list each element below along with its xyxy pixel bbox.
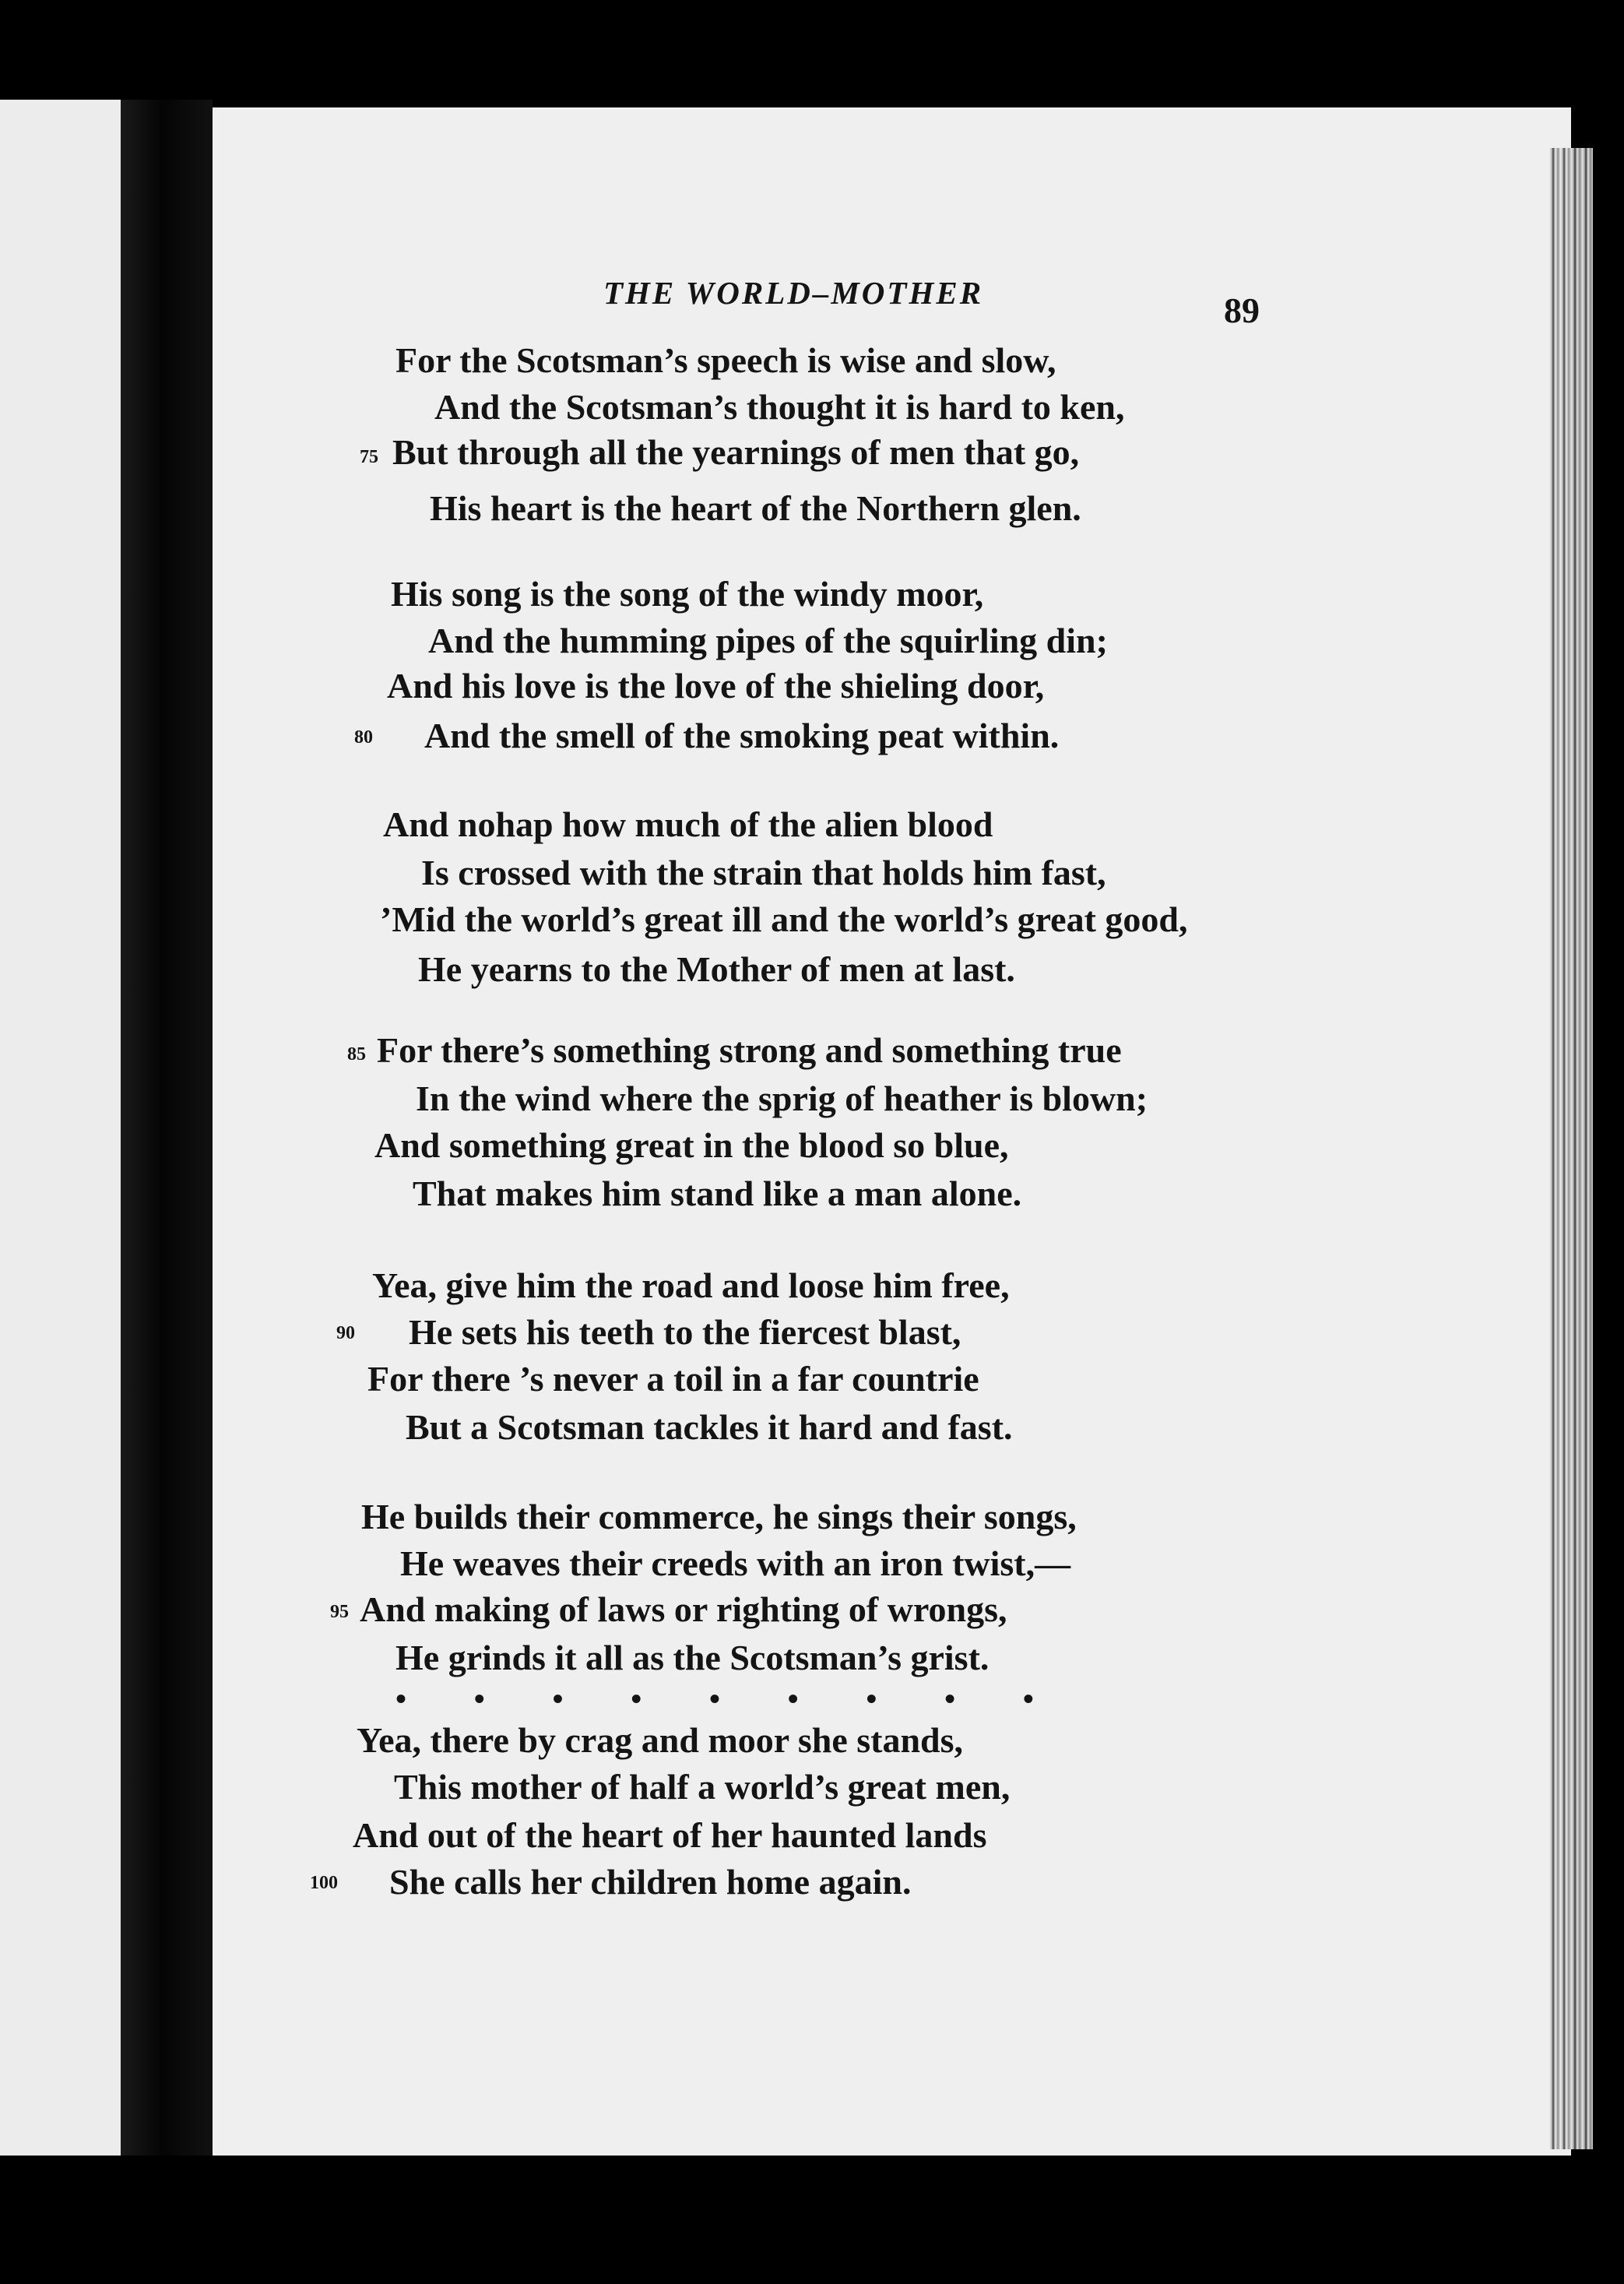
poem-line: And something great in the blood so blue, <box>374 1125 1009 1165</box>
poem-line: For the Scotsman’s speech is wise and slow, <box>395 340 1056 380</box>
poem-line: He yearns to the Mother of men at last. <box>418 949 1015 989</box>
line-number: 100 <box>310 1873 338 1893</box>
book-gutter <box>121 100 213 2156</box>
poem-line: His song is the song of the windy moor, <box>391 574 984 614</box>
poem-line: And the smell of the smoking peat within. <box>424 716 1060 755</box>
poem-line: His heart is the heart of the Northern glen. <box>430 488 1081 528</box>
line-number: 80 <box>354 727 373 748</box>
ellipsis-dot: • <box>1022 1681 1034 1716</box>
page-block-edge <box>1549 148 1596 2149</box>
line-number: 75 <box>360 447 378 467</box>
poem-line: And the Scotsman’s thought it is hard to ken, <box>434 387 1125 427</box>
poem-line: And the humming pipes of the squirling din; <box>428 621 1108 660</box>
scan-border <box>1593 132 1624 2173</box>
poem-line: ’Mid the world’s great ill and the world’s great good, <box>380 899 1188 939</box>
ellipsis-dot: • <box>395 1681 407 1716</box>
facing-page-edge <box>0 100 121 2156</box>
poem-line: That makes him stand like a man alone. <box>413 1174 1022 1213</box>
line-number: 95 <box>330 1602 349 1622</box>
poem-line: And his love is the love of the shieling door, <box>387 666 1045 706</box>
poem-line: And making of laws or righting of wrongs, <box>360 1589 1007 1629</box>
poem-line: Yea, there by crag and moor she stands, <box>357 1720 964 1760</box>
poem-line: But a Scotsman tackles it hard and fast. <box>406 1407 1013 1447</box>
poem-line: He builds their commerce, he sings their songs, <box>361 1497 1077 1536</box>
ellipsis-dot: • <box>944 1681 956 1716</box>
poem-line: But through all the yearnings of men that go, <box>392 432 1080 472</box>
page-number: 89 <box>1224 290 1260 330</box>
ellipsis-dot: • <box>552 1681 564 1716</box>
stanza-ellipsis <box>395 1681 1034 1716</box>
running-head: THE WORLD–MOTHER <box>603 275 984 311</box>
ellipsis-dot: • <box>631 1681 642 1716</box>
ellipsis-dot: • <box>787 1681 799 1716</box>
line-number: 90 <box>336 1323 355 1343</box>
poem-line: He weaves their creeds with an iron twist,— <box>400 1543 1071 1583</box>
ellipsis-dot: • <box>708 1681 720 1716</box>
poem-line: And nohap how much of the alien blood <box>383 804 993 844</box>
line-number: 85 <box>347 1044 366 1065</box>
poem-line: For there’s something strong and something true <box>377 1030 1122 1070</box>
ellipsis-dot: • <box>473 1681 485 1716</box>
poem-line: He sets his teeth to the fiercest blast, <box>409 1312 961 1352</box>
poem-line: In the wind where the sprig of heather is blown; <box>416 1079 1148 1118</box>
poem-line: For there ’s never a toil in a far countrie <box>367 1359 979 1399</box>
poem-line: Yea, give him the road and loose him free, <box>372 1265 1010 1305</box>
ellipsis-dot: • <box>866 1681 877 1716</box>
poem-line: She calls her children home again. <box>389 1862 912 1902</box>
poem-line: He grinds it all as the Scotsman’s grist. <box>395 1638 990 1677</box>
poem-line: Is crossed with the strain that holds him fast, <box>421 853 1106 892</box>
poem-line: This mother of half a world’s great men, <box>394 1767 1011 1807</box>
poem-line: And out of the heart of her haunted lands <box>353 1815 987 1855</box>
